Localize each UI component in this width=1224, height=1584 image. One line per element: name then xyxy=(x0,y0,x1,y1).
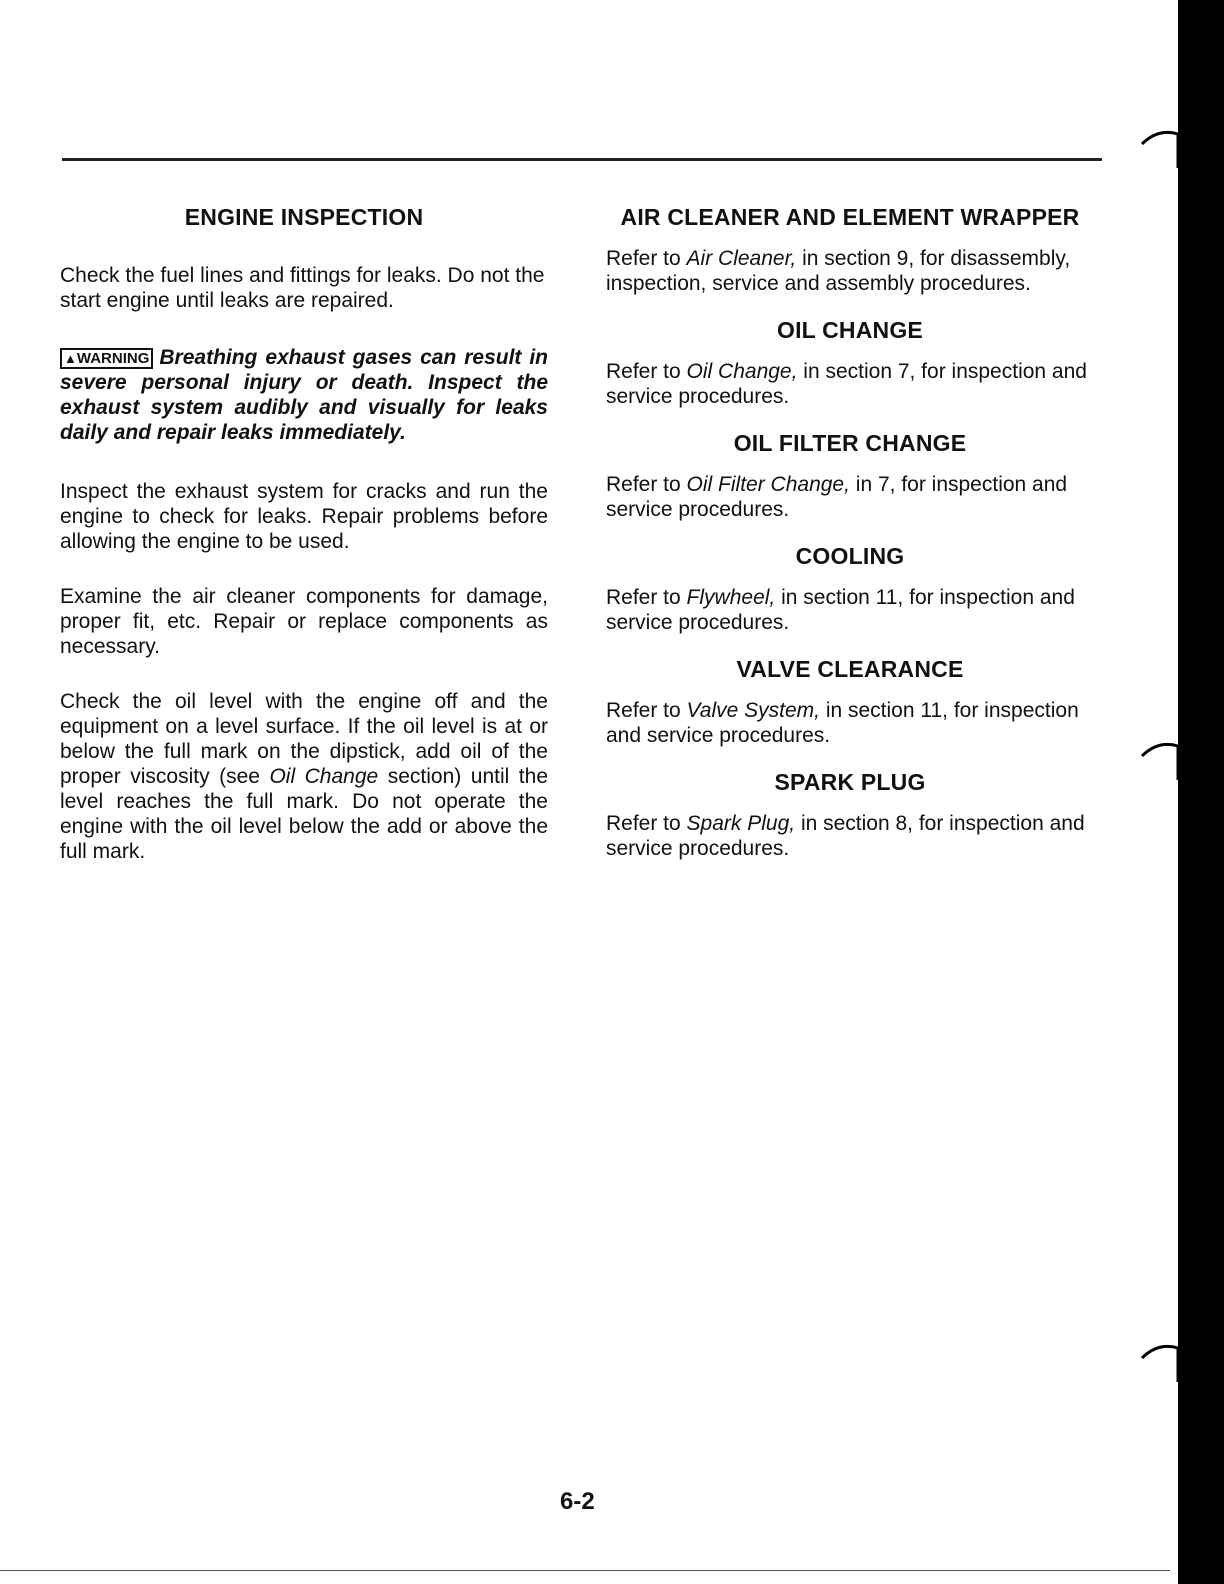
valve-clearance-heading: VALVE CLEARANCE xyxy=(736,656,964,682)
air-cleaner-text: Refer to Air Cleaner, in section 9, for disassembly, inspection, service and assembly procedures. xyxy=(606,247,1071,295)
oil-filter-change-text: Refer to Oil Filter Change, in 7, for inspection and service procedures. xyxy=(606,473,1068,521)
page-number: 6-2 xyxy=(560,1488,595,1515)
binding-hook-icon xyxy=(1140,1342,1180,1382)
engine-inspection-heading: ENGINE INSPECTION xyxy=(184,204,424,230)
binding-hook-icon xyxy=(1140,740,1180,780)
oil-change-text: Refer to Oil Change, in section 7, for inspection and service procedures. xyxy=(606,360,1087,408)
warning-paragraph xyxy=(60,345,548,445)
fuel-lines-paragraph: Check the fuel lines and fittings for leaks. Do not the start engine until leaks are repaired. xyxy=(60,264,545,312)
top-rule xyxy=(62,158,1102,161)
air-cleaner-heading: AIR CLEANER AND ELEMENT WRAPPER xyxy=(620,204,1080,230)
bottom-rule xyxy=(0,1570,1170,1571)
binding-edge xyxy=(1178,0,1224,1584)
oil-level-paragraph: Check the oil level with the engine off and the equipment on a level surface. If the oil level is at or below the full mark on the dipstick, add oil of the proper viscosity (see Oil Change section) until the level reaches the full mark. Do not operate the engine with the oil level below the add or above the full mark. xyxy=(60,690,548,863)
right-column xyxy=(606,205,1094,861)
warning-label: ▲WARNING xyxy=(60,348,153,369)
cooling-text: Refer to Flywheel, in section 11, for inspection and service procedures. xyxy=(606,586,1075,634)
spark-plug-text: Refer to Spark Plug, in section 8, for inspection and service procedures. xyxy=(606,812,1085,860)
spark-plug-heading: SPARK PLUG xyxy=(774,769,926,795)
binding-hook-icon xyxy=(1140,128,1180,168)
oil-change-reference: Oil Change xyxy=(269,765,379,788)
cooling-heading: COOLING xyxy=(795,543,905,569)
warning-triangle-icon: ▲ xyxy=(64,351,77,366)
oil-filter-change-heading: OIL FILTER CHANGE xyxy=(733,430,967,456)
exhaust-paragraph: Inspect the exhaust system for cracks and run the engine to check for leaks. Repair problems before allowing the engine to be used. xyxy=(60,480,548,553)
warning-text: Breathing exhaust gases can result in severe personal injury or death. Inspect the exhaust system audibly and visually for leaks daily and repair leaks immediately. xyxy=(60,346,548,444)
valve-clearance-text: Refer to Valve System, in section 11, for inspection and service procedures. xyxy=(606,699,1079,747)
air-cleaner-paragraph: Examine the air cleaner components for damage, proper fit, etc. Repair or replace components as necessary. xyxy=(60,585,548,658)
left-column xyxy=(60,205,548,864)
oil-change-heading: OIL CHANGE xyxy=(777,317,923,343)
